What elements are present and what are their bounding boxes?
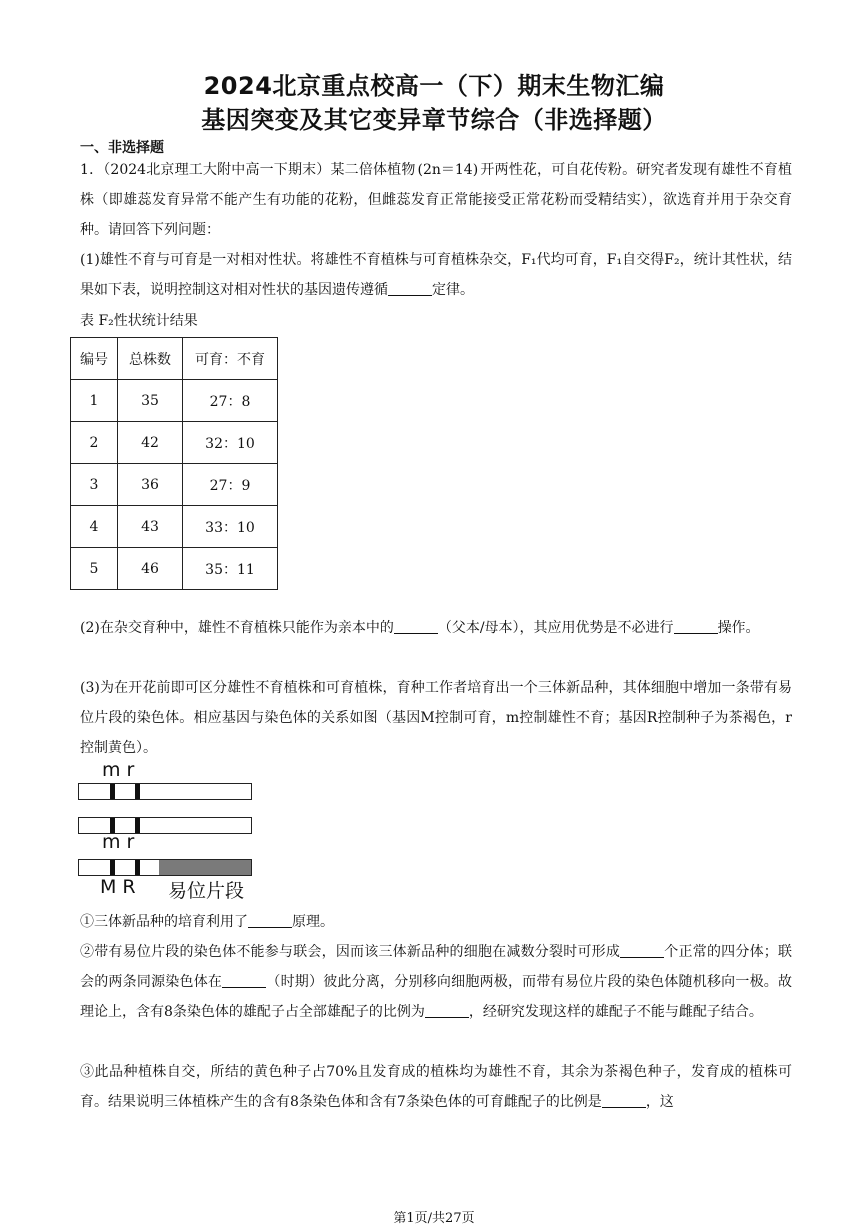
part1-text-b: 定律。 bbox=[432, 282, 474, 298]
sub3-text-b: ，这 bbox=[645, 1094, 674, 1110]
sub-question-3 bbox=[80, 1057, 792, 1117]
table-cell: 1 bbox=[71, 380, 118, 422]
question-intro-text-a: 1．（2024北京理工大附中高一下期末）某二倍体植物 bbox=[80, 162, 416, 178]
part1-text-a: (1)雄性不育与可育是一对相对性状。将雄性不育植株与可育植株杂交，F₁代均可育，F₁自交得F₂，统计其性状，结果如下表，说明控制这对相对性状的基因遗传遵循 bbox=[80, 252, 792, 298]
sub2-text-d: ，经研究发现这样的雄配子不能与雌配子结合。 bbox=[468, 1004, 763, 1020]
table-cell: 2 bbox=[71, 422, 118, 464]
sub2-text-b: 个正常的四分体；联会的两条同源染色体在 bbox=[80, 944, 793, 990]
table-row bbox=[71, 422, 278, 464]
sub-question-1 bbox=[80, 907, 792, 937]
gene-band-m bbox=[110, 784, 115, 799]
table-row bbox=[71, 380, 278, 422]
table-cell: 42 bbox=[118, 422, 183, 464]
table-cell: 32：10 bbox=[183, 422, 278, 464]
chromosome-formula: (2n＝14) bbox=[417, 162, 479, 178]
table-cell: 35：11 bbox=[183, 548, 278, 590]
answer-blank[interactable] bbox=[620, 943, 664, 958]
table-cell: 4 bbox=[71, 506, 118, 548]
table-cell: 43 bbox=[118, 506, 183, 548]
answer-blank[interactable] bbox=[425, 1003, 469, 1018]
table-cell: 27：8 bbox=[183, 380, 278, 422]
f2-results-table bbox=[70, 337, 278, 590]
table-cell: 33：10 bbox=[183, 506, 278, 548]
translocation-label: 易位片段 bbox=[168, 880, 245, 902]
gene-band-r bbox=[135, 784, 140, 799]
answer-blank[interactable] bbox=[602, 1093, 646, 1108]
sub1-text-a: ①三体新品种的培育利用了 bbox=[80, 914, 248, 930]
table-cell: 46 bbox=[118, 548, 183, 590]
table-cell: 5 bbox=[71, 548, 118, 590]
sub2-text-a: ②带有易位片段的染色体不能参与联会，因而该三体新品种的细胞在减数分裂时可形成 bbox=[80, 944, 621, 960]
table-cell: 3 bbox=[71, 464, 118, 506]
part2-text-a: (2)在杂交育种中，雄性不育植株只能作为亲本中的 bbox=[80, 620, 394, 636]
part2-text-c: 操作。 bbox=[717, 620, 760, 636]
answer-blank[interactable] bbox=[222, 973, 266, 988]
translocation-chromosome bbox=[78, 859, 252, 876]
answer-blank[interactable] bbox=[674, 619, 718, 634]
answer-blank[interactable] bbox=[388, 281, 432, 296]
table-header-cell: 可育：不育 bbox=[183, 338, 278, 380]
table-cell: 35 bbox=[118, 380, 183, 422]
table-cell: 27：9 bbox=[183, 464, 278, 506]
table-header-row bbox=[71, 338, 278, 380]
gene-label-mid: m r bbox=[102, 831, 135, 853]
part2-text-b: （父本/母本），其应用优势是不必进行 bbox=[437, 620, 674, 636]
gene-band-R bbox=[135, 860, 140, 875]
table-row bbox=[71, 464, 278, 506]
gene-band-r bbox=[135, 818, 140, 833]
page-number: 第1页/共27页 bbox=[393, 1211, 475, 1226]
gene-label-bottom: M R bbox=[100, 876, 136, 898]
answer-blank[interactable] bbox=[394, 619, 438, 634]
gene-label-top: m r bbox=[102, 759, 135, 781]
sub-question-2 bbox=[80, 937, 792, 1027]
chromosome-diagram bbox=[78, 759, 258, 903]
table-row bbox=[71, 506, 278, 548]
question-part-3: (3)为在开花前即可区分雄性不育植株和可育植株，育种工作者培育出一个三体新品种，其体细胞中增加一条带有易位片段的染色体。相应基因与染色体的关系如图（基因M控制可育，m控制雄性不育；基因R控制种子为茶褐色，r控制黄色）。 bbox=[80, 680, 792, 756]
question-intro-text-b: 开两性花，可自花传粉。研究者发现有雄性不育植株（即雄蕊发育异常不能产生有功能的花粉，但雌蕊发育正常能接受正常花粉而受精结实），欲选育并用于杂交育种。请回答下列问题： bbox=[80, 162, 792, 238]
translocation-segment bbox=[159, 860, 251, 875]
table-header-cell: 总株数 bbox=[118, 338, 183, 380]
sub3-text-a: ③此品种植株自交，所结的黄色种子占70%且发育成的植株均为雄性不育，其余为茶褐色种子，发育成的植株可育。结果说明三体植株产生的含有8条染色体和含有7条染色体的可育雌配子的比例是 bbox=[80, 1064, 792, 1110]
question-intro bbox=[80, 155, 792, 245]
table-cell: 36 bbox=[118, 464, 183, 506]
question-part-2 bbox=[80, 613, 792, 643]
answer-blank[interactable] bbox=[248, 913, 292, 928]
table-header-cell: 编号 bbox=[71, 338, 118, 380]
section-heading: 一、非选择题 bbox=[80, 140, 164, 156]
question-part-1 bbox=[80, 245, 792, 305]
gene-band-M bbox=[110, 860, 115, 875]
sub1-text-b: 原理。 bbox=[292, 914, 334, 930]
page-title: 2024北京重点校高一（下）期末生物汇编 bbox=[203, 72, 665, 100]
table-row bbox=[71, 548, 278, 590]
table-caption: 表 F₂性状统计结果 bbox=[80, 313, 198, 329]
sub2-text-c: （时期）彼此分离，分别移向细胞两极，而带有易位片段的染色体随机移向一极。故理论上，含有8条染色体的雄配子占全部雄配子的比例为 bbox=[80, 974, 793, 1020]
page-subtitle: 基因突变及其它变异章节综合（非选择题） bbox=[201, 106, 667, 134]
chromosome-1 bbox=[78, 783, 252, 800]
